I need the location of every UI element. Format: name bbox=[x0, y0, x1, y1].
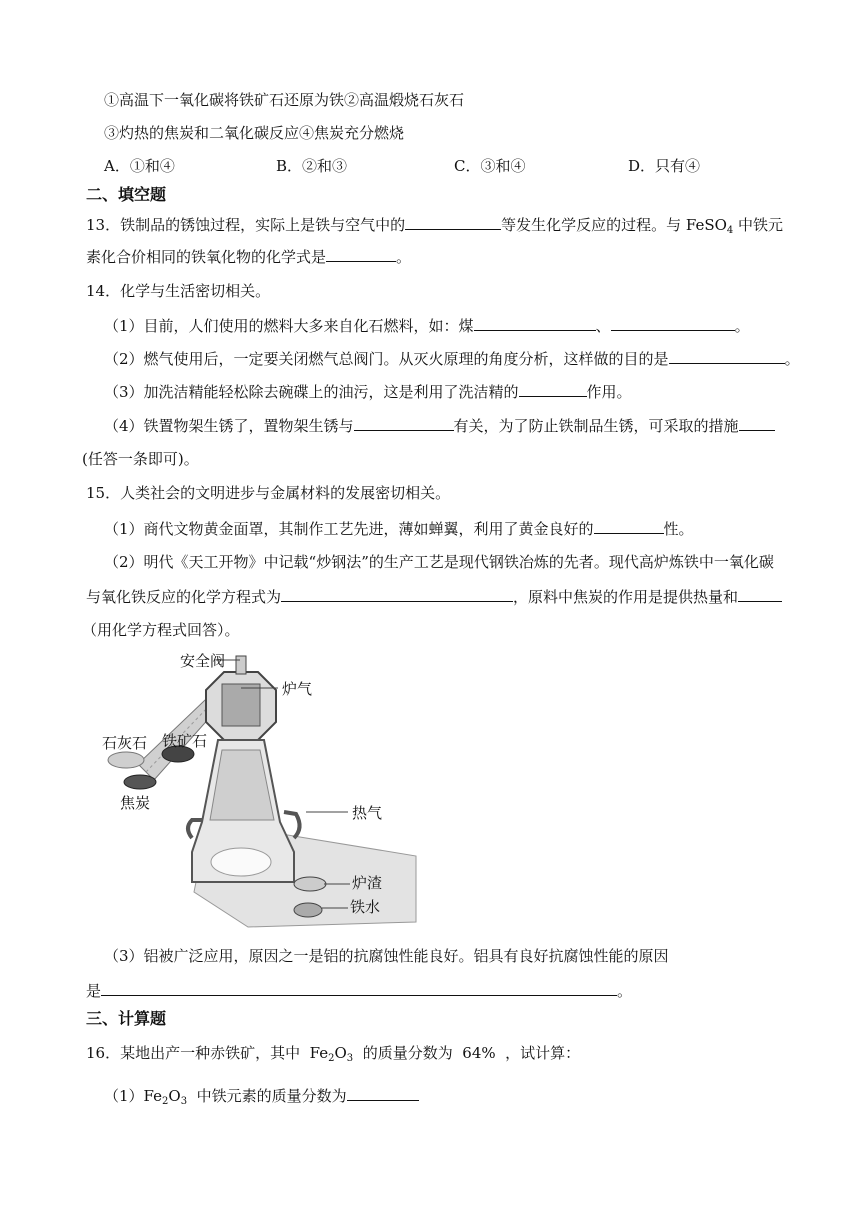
q13-blank-1[interactable] bbox=[405, 213, 501, 230]
q16-p1-formula-fe: Fe bbox=[143, 1087, 163, 1105]
q14-part4-cont: (任答一条即可)。 bbox=[82, 450, 199, 468]
q16-text-c: ，试计算： bbox=[505, 1044, 581, 1062]
q14-p4-text: （4）铁置物架生锈了，置物架生锈与 bbox=[104, 417, 354, 435]
q15-blank-equation[interactable] bbox=[281, 585, 513, 602]
limestone-pile bbox=[108, 752, 144, 768]
safety-valve-pipe bbox=[236, 656, 246, 674]
q12-option-a: A．①和④ bbox=[104, 157, 175, 175]
q13-text-b: 等发生化学反应的过程。与 FeSO bbox=[501, 216, 727, 234]
q14-blank-fuel2[interactable] bbox=[611, 314, 735, 331]
q16-formula-sub3: 3 bbox=[346, 1053, 354, 1064]
q16-p1-text-b: 中铁元素的质量分数为 bbox=[196, 1087, 347, 1105]
q13-text-c: 中铁元 bbox=[733, 216, 784, 234]
blast-furnace-figure bbox=[98, 652, 418, 930]
q14-blank-measure[interactable] bbox=[739, 414, 775, 431]
q14-p3-end: 作用。 bbox=[586, 383, 632, 401]
q12-option-c: C．③和④ bbox=[454, 157, 526, 175]
q16-stem bbox=[86, 1042, 580, 1070]
q15-blank-ductility[interactable] bbox=[594, 517, 664, 534]
q15-stem: 15．人类社会的文明进步与金属材料的发展密切相关。 bbox=[86, 484, 451, 502]
q15-part2-line3: （用化学方程式回答）。 bbox=[82, 621, 240, 639]
q14-p4-mid: 有关，为了防止铁制品生锈，可采取的措施 bbox=[453, 417, 739, 435]
label-coke: 焦炭 bbox=[120, 794, 151, 812]
q14-p3-text: （3）加洗洁精能轻松除去碗碟上的油污，这是利用了洗洁精的 bbox=[104, 383, 519, 401]
label-slag: 炉渣 bbox=[352, 874, 383, 892]
q16-p1-sub3: 3 bbox=[180, 1096, 188, 1107]
q16-p1-sub2: 2 bbox=[162, 1096, 169, 1107]
q12-option-d: D．只有④ bbox=[628, 157, 701, 175]
label-limestone: 石灰石 bbox=[102, 734, 148, 752]
q14-stem: 14．化学与生活密切相关。 bbox=[86, 282, 271, 300]
q12-option-b: B．②和③ bbox=[276, 157, 348, 175]
q13-sub: 4 bbox=[726, 225, 734, 236]
q12-line2: ③灼热的焦炭和二氧化碳反应④焦炭充分燃烧 bbox=[104, 124, 405, 142]
q15-p2-text-b: 与氧化铁反应的化学方程式为 bbox=[86, 588, 282, 606]
q16-text-b: 的质量分数为 bbox=[362, 1044, 453, 1062]
label-furnace-gas: 炉气 bbox=[282, 680, 313, 698]
label-safety-valve: 安全阀 bbox=[180, 652, 226, 670]
q14-p2-text: （2）燃气使用后，一定要关闭燃气总阀门。从灭火原理的角度分析，这样做的目的是 bbox=[104, 350, 669, 368]
q14-blank-rust-cause[interactable] bbox=[354, 414, 454, 431]
q14-part1 bbox=[104, 314, 750, 337]
section-title-fill-blank: 二、填空题 bbox=[86, 185, 167, 204]
label-iron-ore: 铁矿石 bbox=[162, 732, 208, 750]
q16-p1-formula-o: O bbox=[168, 1087, 181, 1105]
q15-part2-line2 bbox=[86, 585, 782, 608]
q13-text-e: 。 bbox=[396, 248, 412, 266]
q14-part4 bbox=[104, 414, 775, 437]
q13-line2 bbox=[86, 245, 411, 268]
q14-blank-emulsify[interactable] bbox=[519, 380, 587, 397]
q13-line1 bbox=[86, 213, 783, 242]
q15-part3: （3）铝被广泛应用，原因之一是铝的抗腐蚀性能良好。铝具有良好抗腐蚀性能的原因 bbox=[104, 947, 669, 965]
q14-p1-text: （1）目前，人们使用的燃料大多来自化石燃料，如：煤 bbox=[104, 317, 474, 335]
q14-part3 bbox=[104, 380, 632, 403]
q16-formula-sub2: 2 bbox=[328, 1053, 335, 1064]
q15-part1 bbox=[104, 517, 694, 540]
q14-blank-coal[interactable] bbox=[474, 314, 596, 331]
q14-p1-end: 。 bbox=[734, 317, 750, 335]
q15-p3-end: 。 bbox=[617, 982, 633, 1000]
q15-part3-line2 bbox=[86, 979, 632, 1002]
q14-p2-end: 。 bbox=[784, 350, 800, 368]
slag-ladle bbox=[294, 877, 326, 891]
q15-blank-coke-role[interactable] bbox=[738, 585, 782, 602]
q16-p1-text-a: （1） bbox=[104, 1087, 144, 1105]
q15-blank-al-reason[interactable] bbox=[101, 979, 617, 996]
q14-p1-sep: 、 bbox=[595, 317, 611, 335]
coke-pile bbox=[124, 775, 156, 789]
label-molten-iron: 铁水 bbox=[350, 898, 381, 916]
q15-p2-text-c: ，原料中焦炭的作用是提供热量和 bbox=[513, 588, 739, 606]
q14-blank-purpose[interactable] bbox=[669, 347, 785, 364]
q15-p3-text-b: 是 bbox=[86, 982, 102, 1000]
q16-percent: 64% bbox=[462, 1044, 496, 1062]
q16-text-a: 16．某地出产一种赤铁矿，其中 bbox=[86, 1044, 301, 1062]
q15-p1-text: （1）商代文物黄金面罩，其制作工艺先进，薄如蝉翼，利用了黄金良好的 bbox=[104, 520, 594, 538]
q14-part2 bbox=[104, 347, 800, 370]
q16-part1 bbox=[104, 1084, 419, 1113]
q16-formula-fe: Fe bbox=[309, 1044, 329, 1062]
q13-text-a: 13．铁制品的锈蚀过程，实际上是铁与空气中的 bbox=[86, 216, 406, 234]
q12-line1: ①高温下一氧化碳将铁矿石还原为铁②高温煅烧石灰石 bbox=[104, 91, 465, 109]
label-hot-air: 热气 bbox=[352, 804, 383, 822]
section-title-calculation: 三、计算题 bbox=[86, 1009, 167, 1028]
q15-part2: （2）明代《天工开物》中记载“炒钢法”的生产工艺是现代钢铁冶炼的先者。现代高炉炼铁中一氧化碳 bbox=[104, 553, 774, 571]
iron-ladle bbox=[294, 903, 322, 917]
q16-blank-fe-fraction[interactable] bbox=[347, 1084, 419, 1101]
q13-blank-2[interactable] bbox=[326, 245, 396, 262]
q16-formula-o: O bbox=[334, 1044, 347, 1062]
q15-p1-end: 性。 bbox=[663, 520, 694, 538]
q13-text-d: 素化合价相同的铁氧化物的化学式是 bbox=[86, 248, 327, 266]
